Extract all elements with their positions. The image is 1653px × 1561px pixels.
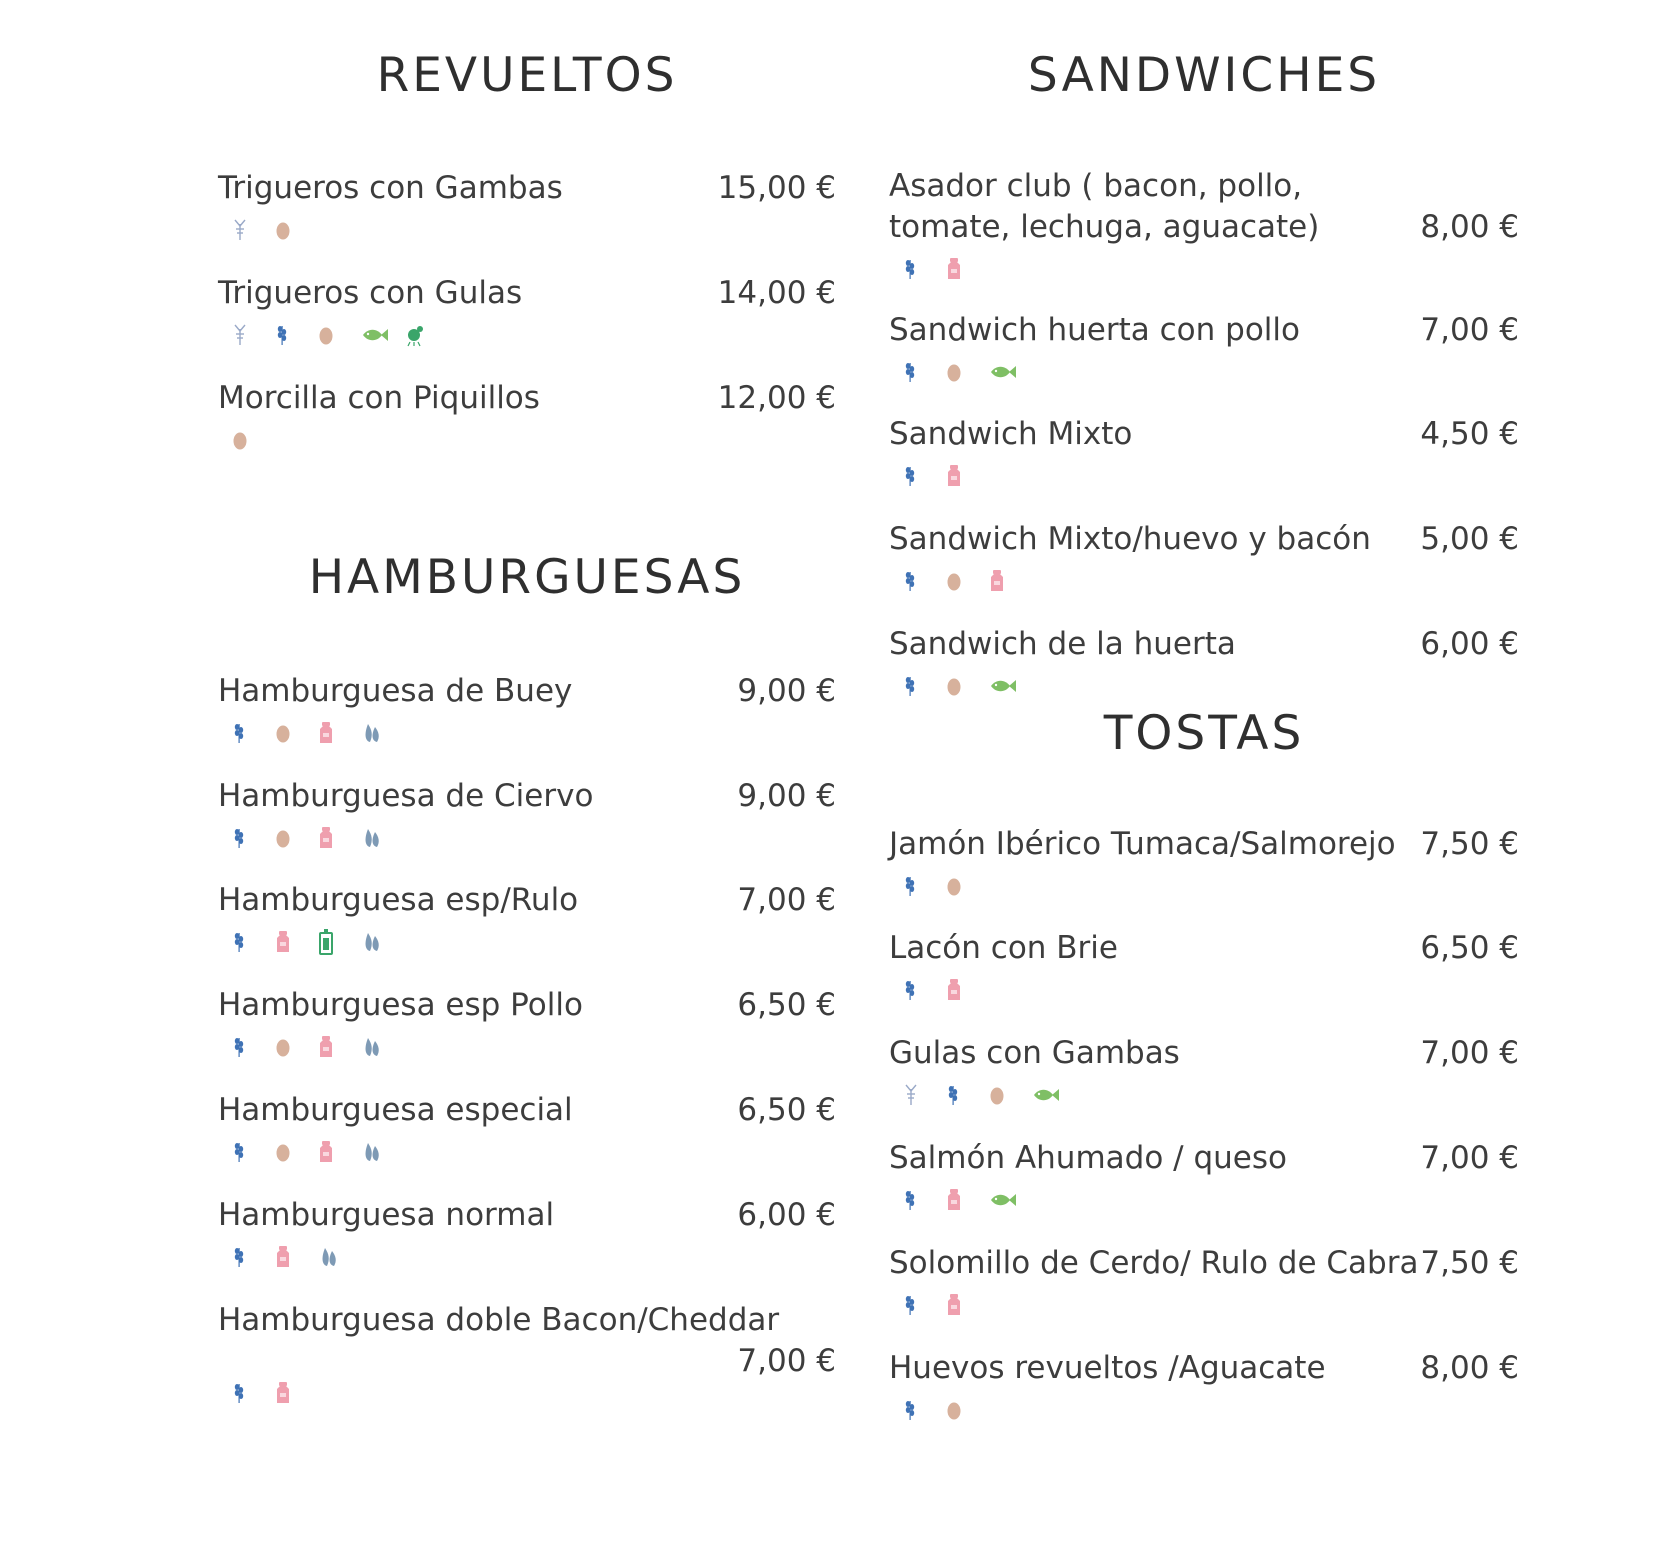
item-name: Sandwich Mixto (889, 416, 1133, 452)
item-name: Hamburguesa de Buey (218, 673, 573, 709)
allergen-icons (232, 1137, 836, 1167)
item-row (218, 378, 836, 419)
gluten-icon (903, 872, 946, 900)
item-row (218, 1195, 836, 1236)
gluten-icon (275, 321, 318, 349)
sesame-icon (361, 1138, 404, 1166)
allergen-icons (903, 461, 1519, 491)
menu-item (218, 1300, 836, 1408)
dairy-icon (946, 976, 989, 1004)
item-price: 7,00 € (1420, 312, 1519, 348)
gluten-icon (232, 824, 275, 852)
item-row (218, 273, 836, 314)
item-price: 6,00 € (1420, 626, 1519, 662)
egg-icon (275, 719, 318, 747)
allergen-icons (232, 1378, 836, 1408)
menu-item (218, 671, 836, 748)
menu-item (889, 624, 1519, 701)
item-row (218, 1300, 836, 1382)
dairy-icon (275, 1243, 318, 1271)
item-row (218, 985, 836, 1026)
menu-item (889, 166, 1519, 284)
item-price: 4,50 € (1420, 416, 1519, 452)
item-row (889, 519, 1519, 560)
menu-item (889, 1033, 1519, 1110)
egg-icon (232, 426, 275, 454)
menu-item (889, 824, 1519, 901)
item-row (218, 168, 836, 209)
item-price: 6,00 € (737, 1197, 836, 1233)
item-price: 5,00 € (1420, 521, 1519, 557)
egg-icon (946, 872, 989, 900)
dairy-icon (318, 1138, 361, 1166)
egg-icon (275, 1033, 318, 1061)
item-name: Asador club ( bacon, pollo, tomate, lechuga, aguacate) (889, 168, 1320, 245)
dairy-icon (318, 1033, 361, 1061)
sesame-icon (361, 719, 404, 747)
egg-icon (275, 824, 318, 852)
crustacean-icon (232, 216, 275, 244)
section-title-sandwiches: SANDWICHES (1027, 48, 1381, 103)
item-name: Huevos revueltos /Aguacate (889, 1350, 1326, 1386)
egg-icon (275, 1138, 318, 1166)
fish-icon (361, 321, 404, 349)
item-row (889, 824, 1519, 865)
item-row (218, 880, 836, 921)
item-name: Trigueros con Gambas (218, 170, 563, 206)
item-name: Hamburguesa doble Bacon/Cheddar (218, 1302, 780, 1338)
item-price: 7,50 € (1420, 1245, 1519, 1281)
item-price: 7,00 € (737, 1343, 836, 1379)
item-price: 9,00 € (737, 778, 836, 814)
item-name: Hamburguesa esp Pollo (218, 987, 583, 1023)
allergen-icons (903, 671, 1519, 701)
dairy-icon (318, 719, 361, 747)
item-price: 15,00 € (717, 170, 836, 206)
egg-icon (946, 358, 989, 386)
menu-item (218, 880, 836, 957)
menu-item (889, 1348, 1519, 1425)
item-price: 7,00 € (737, 882, 836, 918)
gluten-icon (903, 567, 946, 595)
item-row (889, 166, 1519, 248)
gluten-icon (946, 1081, 989, 1109)
item-price: 8,00 € (1420, 209, 1519, 245)
menu-item (889, 1138, 1519, 1215)
item-price: 6,50 € (737, 987, 836, 1023)
allergen-icons (903, 357, 1519, 387)
crustacean-icon (232, 321, 275, 349)
item-row (889, 310, 1519, 351)
allergen-icons (232, 1032, 836, 1062)
allergen-icons (903, 1185, 1519, 1215)
menu-item (889, 414, 1519, 491)
dairy-icon (989, 567, 1032, 595)
item-row (889, 1348, 1519, 1389)
item-row (218, 1090, 836, 1131)
egg-icon (989, 1081, 1032, 1109)
item-name: Morcilla con Piquillos (218, 380, 540, 416)
dairy-icon (946, 1186, 989, 1214)
item-price: 7,00 € (1420, 1140, 1519, 1176)
menu-item (889, 1243, 1519, 1320)
allergen-icons (903, 566, 1519, 596)
sesame-icon (361, 928, 404, 956)
mollusc-icon (404, 321, 447, 349)
allergen-icons (903, 1080, 1519, 1110)
menu-item (889, 310, 1519, 387)
item-row (218, 671, 836, 712)
menu-item (218, 776, 836, 853)
item-row (889, 414, 1519, 455)
dairy-icon (275, 1379, 318, 1407)
gluten-icon (232, 1243, 275, 1271)
gluten-icon (232, 928, 275, 956)
item-price: 8,00 € (1420, 1350, 1519, 1386)
mustard-icon (318, 928, 361, 956)
menu-item (218, 985, 836, 1062)
allergen-icons (232, 823, 836, 853)
dairy-icon (946, 255, 989, 283)
gluten-icon (903, 462, 946, 490)
gluten-icon (903, 1291, 946, 1319)
sesame-icon (361, 1033, 404, 1061)
allergen-icons (232, 320, 836, 350)
allergen-icons (232, 215, 836, 245)
item-price: 9,00 € (737, 673, 836, 709)
fish-icon (989, 672, 1032, 700)
dairy-icon (946, 1291, 989, 1319)
crustacean-icon (903, 1081, 946, 1109)
allergen-icons (903, 1290, 1519, 1320)
gluten-icon (903, 1396, 946, 1424)
egg-icon (275, 216, 318, 244)
item-price: 6,50 € (1420, 930, 1519, 966)
item-row (218, 776, 836, 817)
egg-icon (946, 567, 989, 595)
allergen-icons (232, 718, 836, 748)
sesame-icon (361, 824, 404, 852)
allergen-icons (903, 1395, 1519, 1425)
item-row (889, 1243, 1519, 1284)
item-name: Gulas con Gambas (889, 1035, 1180, 1071)
gluten-icon (903, 976, 946, 1004)
item-name: Jamón Ibérico Tumaca/Salmorejo (889, 826, 1396, 862)
menu-item (218, 378, 836, 455)
section-title-revueltos: REVUELTOS (376, 48, 678, 103)
item-price: 7,50 € (1420, 826, 1519, 862)
allergen-icons (232, 927, 836, 957)
sesame-icon (318, 1243, 361, 1271)
item-name: Trigueros con Gulas (218, 275, 523, 311)
gluten-icon (232, 1379, 275, 1407)
item-name: Hamburguesa de Ciervo (218, 778, 594, 814)
item-row (889, 624, 1519, 665)
item-row (889, 928, 1519, 969)
menu-item (889, 519, 1519, 596)
item-row (889, 1033, 1519, 1074)
item-price: 6,50 € (737, 1092, 836, 1128)
item-name: Lacón con Brie (889, 930, 1118, 966)
fish-icon (989, 1186, 1032, 1214)
item-name: Solomillo de Cerdo/ Rulo de Cabra (889, 1245, 1419, 1281)
menu-item (218, 1090, 836, 1167)
item-price: 7,00 € (1420, 1035, 1519, 1071)
allergen-icons (903, 871, 1519, 901)
egg-icon (318, 321, 361, 349)
gluten-icon (232, 1138, 275, 1166)
gluten-icon (903, 358, 946, 386)
dairy-icon (946, 462, 989, 490)
allergen-icons (903, 254, 1519, 284)
gluten-icon (232, 719, 275, 747)
item-name: Hamburguesa esp/Rulo (218, 882, 579, 918)
item-price: 14,00 € (717, 275, 836, 311)
egg-icon (946, 1396, 989, 1424)
menu-item (218, 1195, 836, 1272)
menu-item (889, 928, 1519, 1005)
section-title-hamburguesas: HAMBURGUESAS (308, 550, 746, 605)
item-name: Hamburguesa especial (218, 1092, 573, 1128)
dairy-icon (318, 824, 361, 852)
gluten-icon (903, 1186, 946, 1214)
item-row (889, 1138, 1519, 1179)
item-name: Sandwich de la huerta (889, 626, 1236, 662)
allergen-icons (232, 425, 836, 455)
menu-item (218, 273, 836, 350)
egg-icon (946, 672, 989, 700)
item-price: 12,00 € (717, 380, 836, 416)
allergen-icons (903, 975, 1519, 1005)
fish-icon (1032, 1081, 1075, 1109)
item-name: Hamburguesa normal (218, 1197, 555, 1233)
gluten-icon (903, 672, 946, 700)
item-name: Salmón Ahumado / queso (889, 1140, 1287, 1176)
allergen-icons (232, 1242, 836, 1272)
item-name: Sandwich Mixto/huevo y bacón (889, 521, 1371, 557)
fish-icon (989, 358, 1032, 386)
gluten-icon (903, 255, 946, 283)
dairy-icon (275, 928, 318, 956)
gluten-icon (232, 1033, 275, 1061)
item-name: Sandwich huerta con pollo (889, 312, 1300, 348)
section-title-tostas: TOSTAS (1103, 706, 1305, 761)
menu-item (218, 168, 836, 245)
